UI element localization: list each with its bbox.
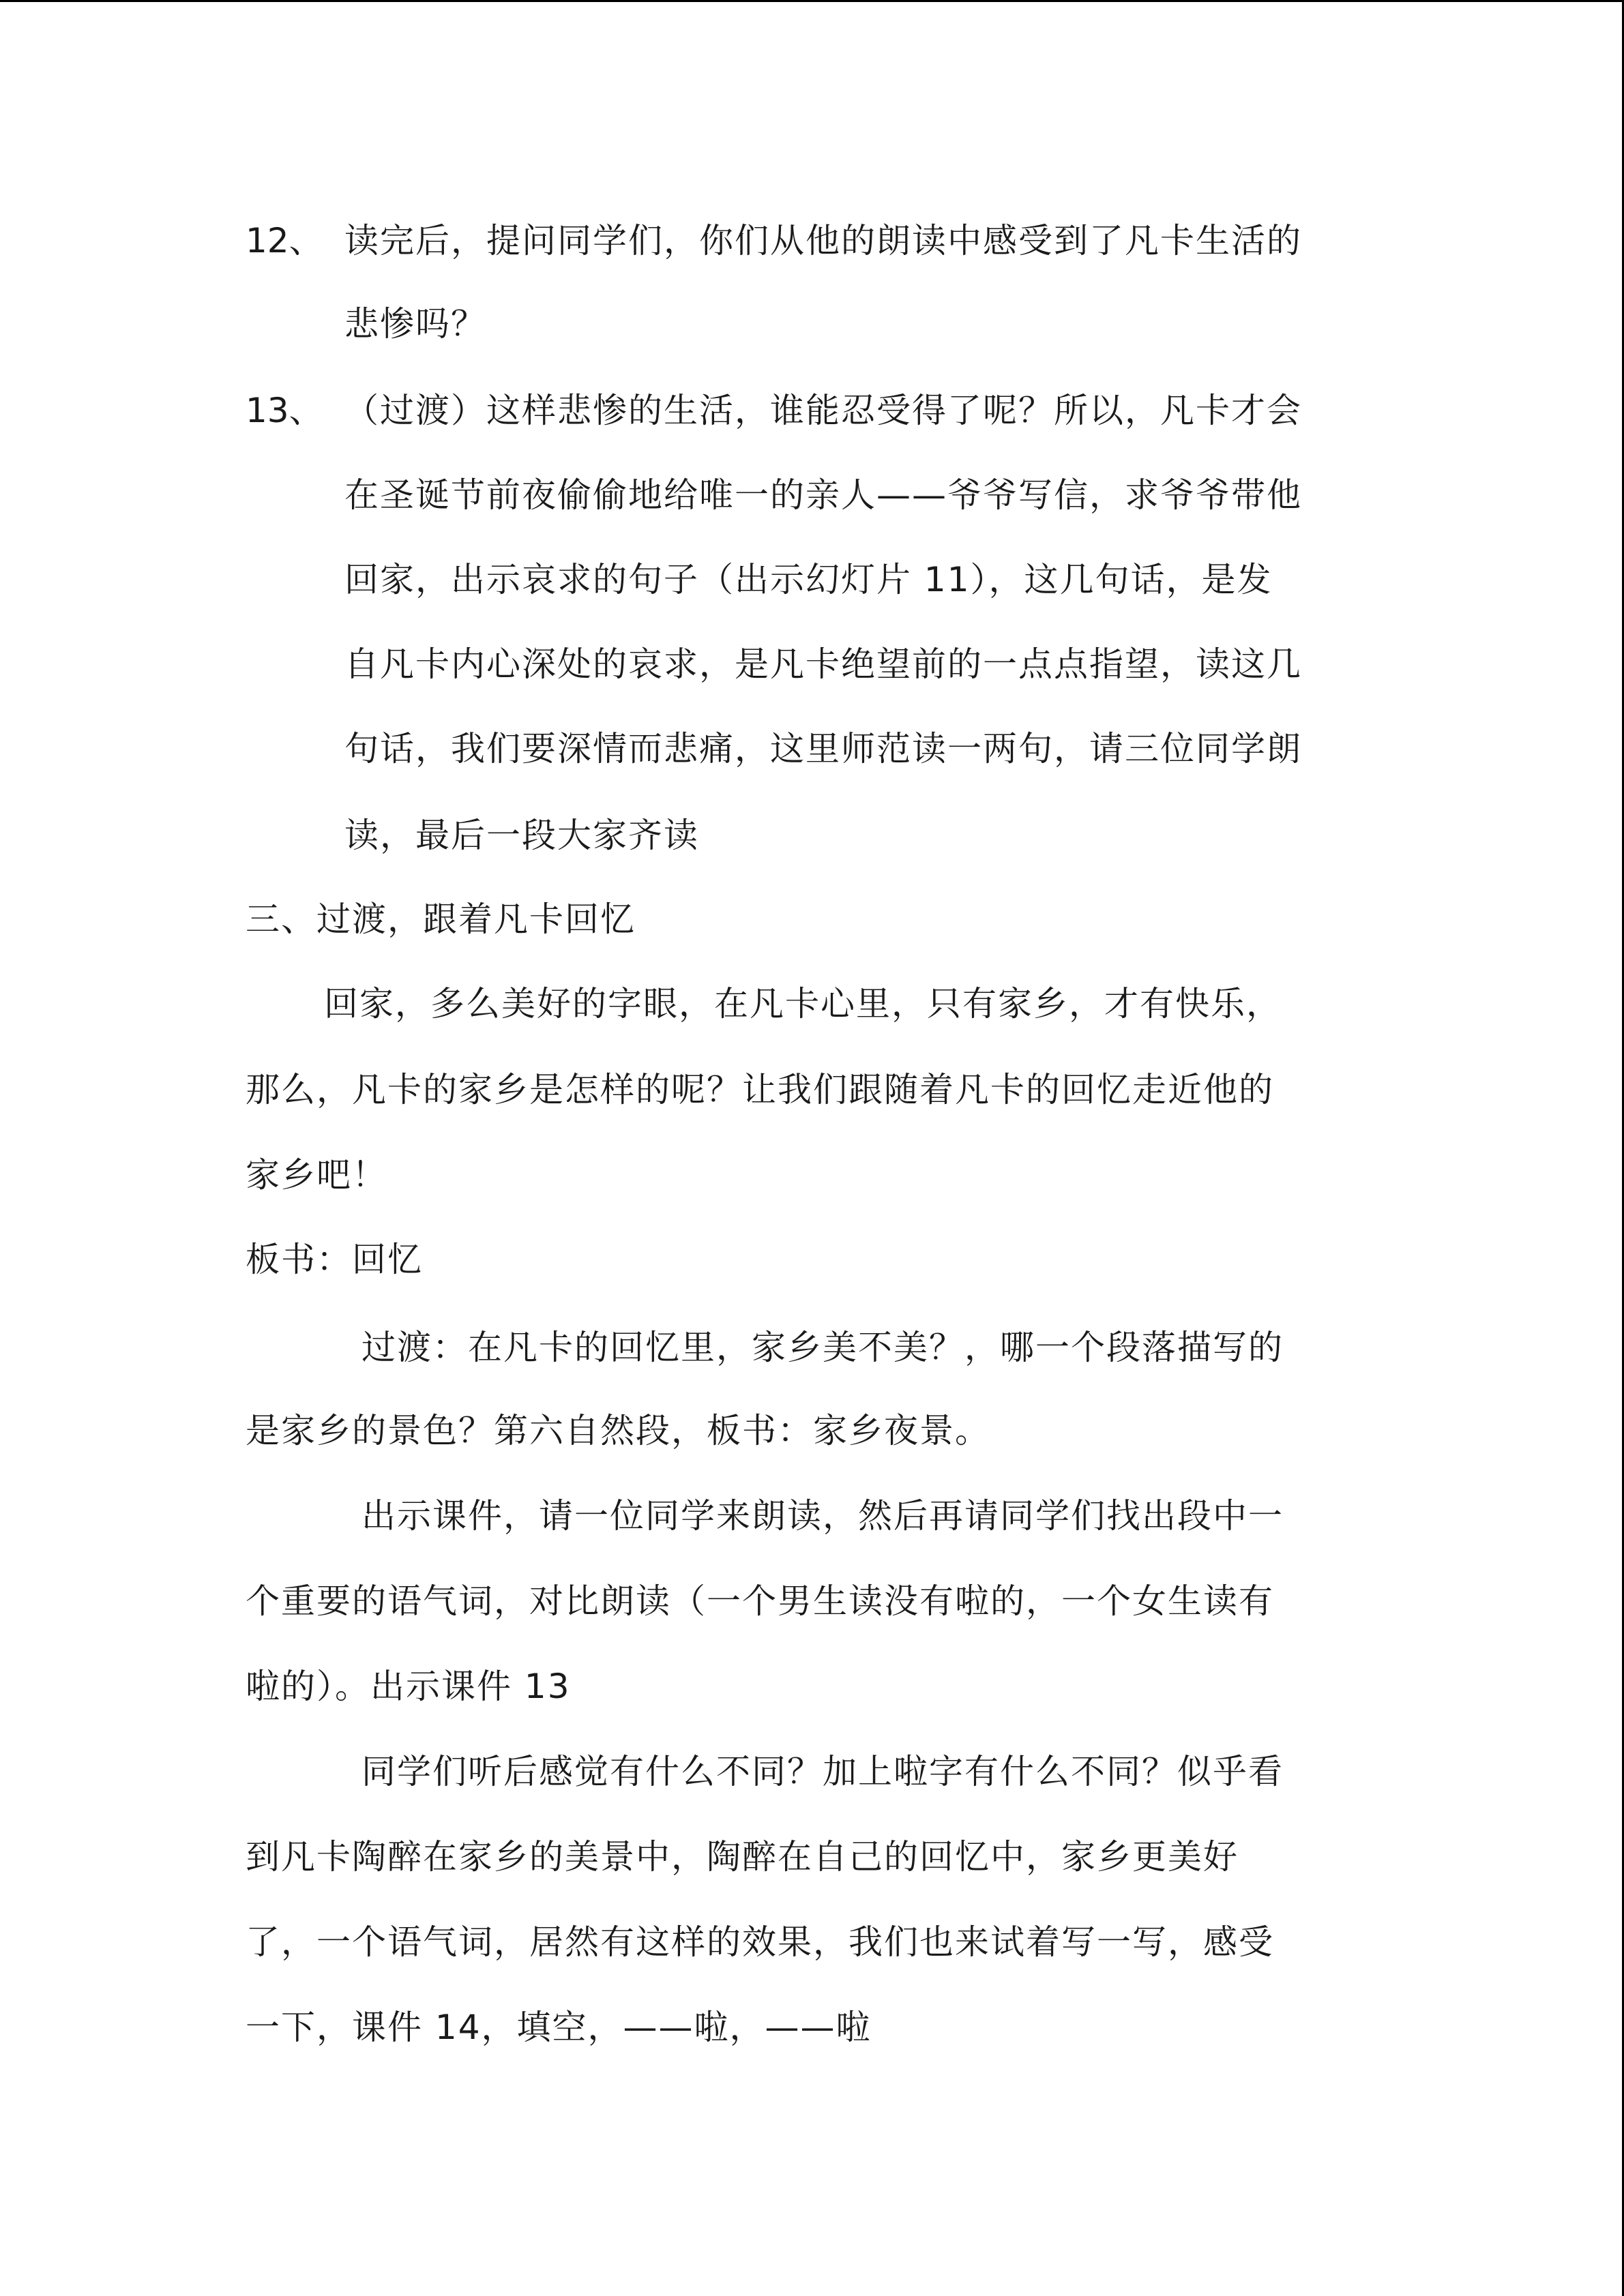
page-border-top <box>0 0 1624 2</box>
paragraph-line: 到凡卡陶醉在家乡的美景中，陶醉在自己的回忆中，家乡更美好 <box>246 1837 1239 1877</box>
paragraph-line: 个重要的语气词，对比朗读（一个男生读没有啦的，一个女生读有 <box>246 1581 1274 1621</box>
item-line: 悲惨吗？ <box>344 304 486 344</box>
item-number: 13、 <box>246 391 323 430</box>
section-heading: 三、过渡，跟着凡卡回忆 <box>246 899 636 939</box>
item-line: 回家，出示哀求的句子（出示幻灯片 11），这几句话，是发 <box>344 560 1273 599</box>
item-line: 读，最后一段大家齐读 <box>344 816 699 855</box>
paragraph-line: 是家乡的景色？第六自然段，板书：家乡夜景。 <box>246 1411 990 1450</box>
paragraph-line: 了，一个语气词，居然有这样的效果，我们也来试着写一写，感受 <box>246 1922 1274 1962</box>
item-number: 12、 <box>246 221 323 260</box>
item-line: 读完后，提问同学们，你们从他的朗读中感受到了凡卡生活的 <box>344 221 1302 260</box>
paragraph-line: 家乡吧！ <box>246 1155 387 1195</box>
paragraph-line: 一下，课件 14，填空，——啦，——啦 <box>246 2008 872 2047</box>
paragraph-line: 啦的）。出示课件 13 <box>246 1667 571 1706</box>
paragraph-line: 板书：回忆 <box>246 1240 423 1279</box>
paragraph-line: 出示课件，请一位同学来朗读，然后再请同学们找出段中一 <box>361 1496 1284 1536</box>
item-line: 句话，我们要深情而悲痛，这里师范读一两句，请三位同学朗 <box>344 729 1302 769</box>
paragraph-line: 那么，凡卡的家乡是怎样的呢？让我们跟随着凡卡的回忆走近他的 <box>246 1070 1274 1109</box>
item-line: 自凡卡内心深处的哀求，是凡卡绝望前的一点点指望，读这几 <box>344 644 1302 684</box>
paragraph-line: 过渡：在凡卡的回忆里，家乡美不美？，哪一个段落描写的 <box>361 1328 1284 1367</box>
item-line: （过渡）这样悲惨的生活，谁能忍受得了呢？所以，凡卡才会 <box>344 391 1302 430</box>
paragraph-line: 回家，多么美好的字眼，在凡卡心里，只有家乡，才有快乐， <box>324 984 1282 1024</box>
item-line: 在圣诞节前夜偷偷地给唯一的亲人——爷爷写信，求爷爷带他 <box>344 475 1302 515</box>
paragraph-line: 同学们听后感觉有什么不同？加上啦字有什么不同？似乎看 <box>361 1752 1284 1791</box>
